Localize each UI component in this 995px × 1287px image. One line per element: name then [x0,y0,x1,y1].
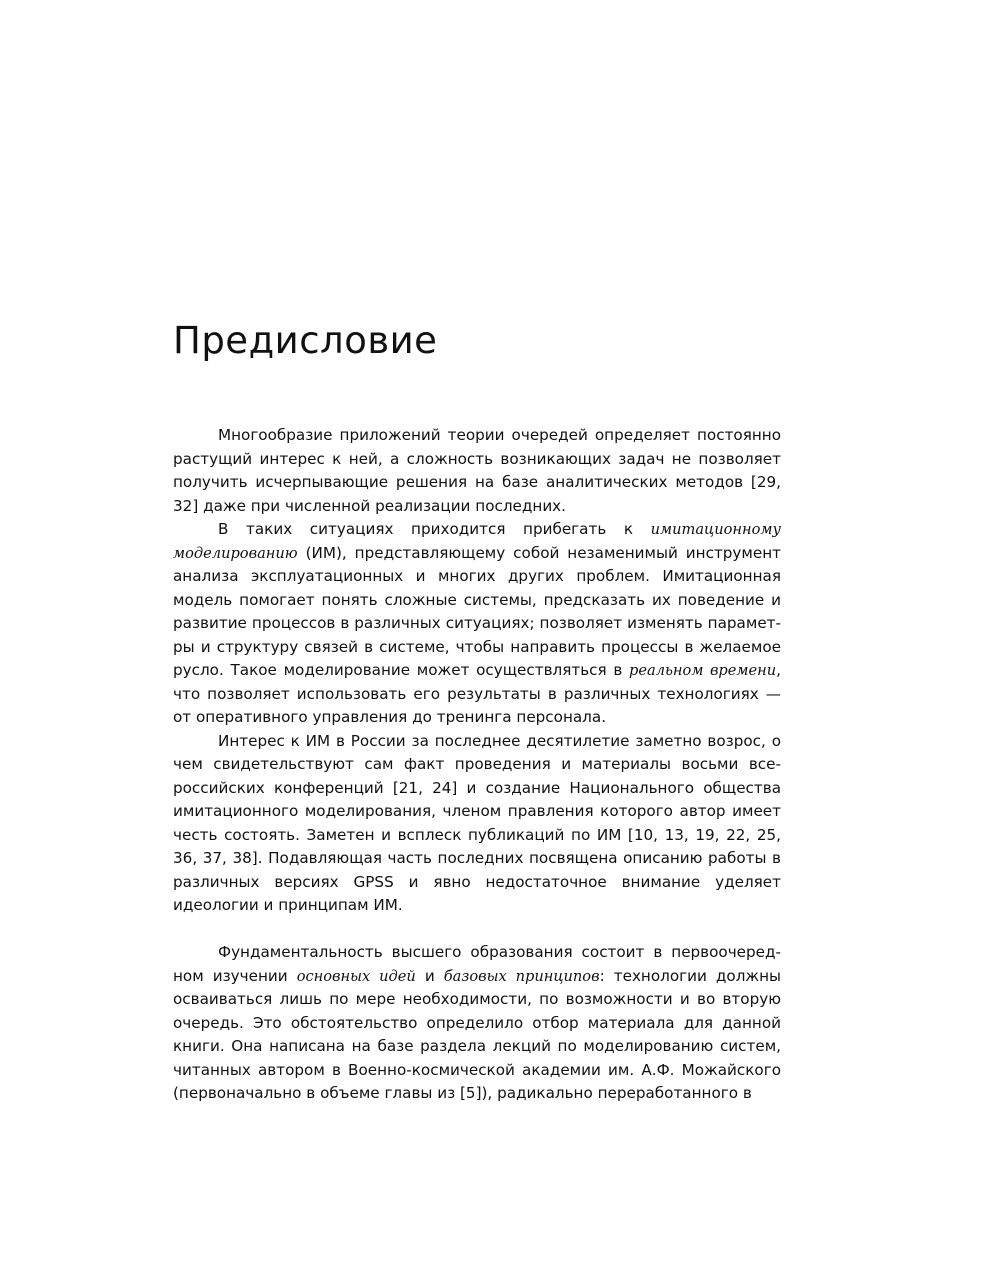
paragraph-1-text: Многообразие приложений теории очередей определяет постоянно растущий интерес к ней, а сложность возникающих задач не позволяет получить исчерпывающие решения на базе аналитических методов [29, 32] даже при численной реализации последних. [173,426,781,515]
paragraph-3-text: Интерес к ИМ в России за последнее десятилетие заметно возрос, о чем свидетельствуют сам факт проведения и материалы восьми всероссийских конференций [21, 24] и создание Национального общества имитационного моделирования, членом правления которого автор имеет честь состоять. Заметен и всплеск публикаций по ИМ [10, 13, 19, 22, 25, 36, 37, 38]. Подавляющая часть последних посвящена описанию работы в различных версиях GPSS и явно недостаточное внимание уделяет идеологии и принципам ИМ. [173,731,781,914]
paragraph-2-pre: В таких ситуациях приходится прибегать к [218,520,651,538]
paragraph-3 [173,730,781,918]
paragraph-2 [173,518,781,730]
paragraph-4-pre: Фундаментальность высшего образования состоит в первоочередном изучении [173,943,781,985]
term-simulation-modeling: имитационному моделированию [173,521,781,562]
paragraph-2-post: , что позволяет использовать его результаты в различных технологиях — от оперативного управления до тренинга персонала. [173,661,781,726]
paragraph-4-post: : технологии должны осваиваться лишь по мере необходимости, по возможности и во вторую очередь. Это обстоятельство определило отбор материала для данной книги. Она написана на базе раздела лекций по моделированию систем, читанных автором в Военно-космической академии им. А.Ф. Можайского (первоначально в объеме главы из [5]), радикально переработанного в [173,966,782,1102]
paragraph-1 [173,424,781,518]
term-real-time: реальном времени [629,662,777,679]
chapter-title: Предисловие [173,319,438,362]
paragraph-2-mid: (ИМ), представляющему собой незаменимый инструмент анализа эксплуатационных и многих других проблем. Имитационная модель помогает понять сложные системы, предсказать их поведение и развитие процессов в различных ситуациях; позволяет изменять параметры и структуру связей в системе, чтобы направить процессы в желаемое русло. Такое моделирование может осуществляться в [173,543,781,679]
term-basic-principles: базовых принципов [443,967,600,985]
body-text [173,424,781,1106]
term-basic-ideas: основных идей [296,967,416,985]
paragraph-4-mid: и [415,966,444,985]
paragraph-4 [173,941,781,1106]
